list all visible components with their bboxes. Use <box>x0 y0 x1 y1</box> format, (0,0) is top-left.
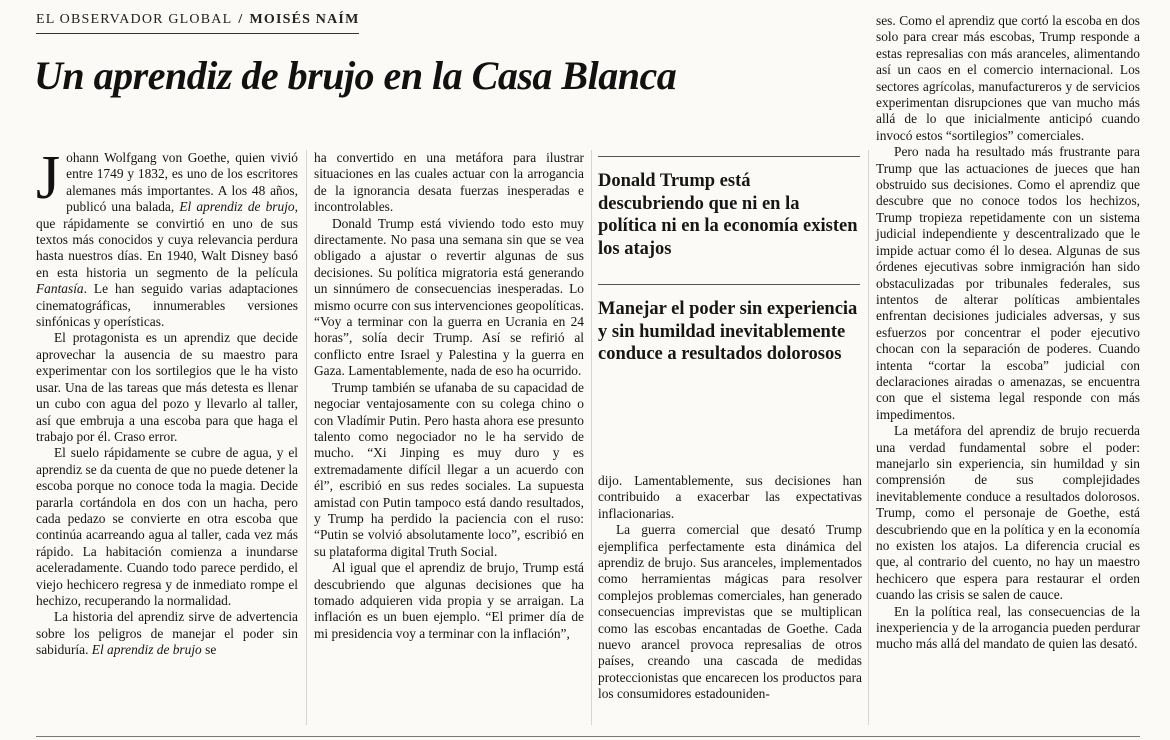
kicker-separator: / <box>238 12 244 27</box>
section-kicker <box>36 12 359 34</box>
body-paragraph: En la política real, las consecuencias de la inexperiencia y de la arrogancia pueden perdurar mucho más allá del mandato de quien las desató. <box>876 603 1140 652</box>
body-paragraph: Donald Trump está viviendo todo esto muy directamente. No pasa una semana sin que se vea obligado a ajustar o revertir algunas de sus decisiones. Su política migratoria está generando un sinnúmero de consecuencias inesperadas. Lo mismo ocurre con sus intervenciones geopolíticas. “Voy a terminar con la guerra en Ucrania en 24 horas”, solía decir Trump. Así se refirió al conflicto entre Israel y Palestina y la guerra en Gaza. Lamentablemente, nada de eso ha ocurrido. <box>314 215 584 379</box>
article-headline: Un aprendiz de brujo en la Casa Blanca <box>34 53 677 98</box>
body-paragraph: Al igual que el aprendiz de brujo, Trump está descubriendo que algunas decisiones que ha tomado adquieren vida propia y se arraigan. La inflación es un buen ejemplo. “El primer día de mi presidencia voy a terminar con la inflación”, <box>314 560 584 641</box>
pull-quote-rule <box>598 284 860 285</box>
section-name: EL OBSERVADOR GLOBAL <box>36 12 233 27</box>
work-title: El aprendiz de brujo <box>179 199 295 215</box>
work-title: El aprendiz de brujo <box>91 642 202 658</box>
column-divider <box>306 150 307 725</box>
body-paragraph: La metáfora del aprendiz de brujo recuerda una verdad fundamental sobre el poder: manejarlo sin experiencia, sin humildad y sin comprensión de sus complejidades inevitablemente conduce a resultados dolorosos. Trump, como el personaje de Goethe, está descubriendo que en la política y en la economía no existen los atajos. La diferencia crucial es que, al contrario del cuento, no hay un maestro hechicero que espera para restaurar el orden cuando las crisis se salen de cauce. <box>876 423 1140 603</box>
column-divider <box>868 150 869 725</box>
drop-cap: J <box>36 144 61 212</box>
body-paragraph: Trump también se ufanaba de su capacidad de negociar ventajosamente con su colega chino o con Vladímir Putin. Pero hasta ahora ese presunto talento como negociador no le ha servido de mucho. “Xi Jinping es muy duro y es extremadamente difícil llegar a un acuerdo con él”, escribió en sus redes sociales. La supuesta amistad con Putin tampoco está dando resultados, y Trump ha perdido la paciencia con el ruso: “Putin se volvió absolutamente loco”, escribió en su plataforma digital Truth Social. <box>314 379 584 559</box>
body-text: La historia del aprendiz sirve de advertencia sobre los peligros de manejar el poder sin sabiduría. <box>36 609 298 658</box>
body-text: , que rápidamente se convirtió en uno de sus textos más conocidos y cuya relevancia perdura hasta nuestros días. En 1940, Walt Disney basó en esta historia un segmento de la película <box>36 199 298 280</box>
bottom-rule <box>36 736 1140 737</box>
body-paragraph <box>36 609 298 658</box>
body-paragraph: El suelo rápidamente se cubre de agua, y el aprendiz se da cuenta de que no puede detener la escoba porque no conoce toda la magia. Decide pararla cortándola en dos con un hacha, pero cada pedazo se convierte en otra escoba que continúa acarreando agua al taller, cada vez más rápido. La habitación comienza a inundarse aceleradamente. Cuando todo parece perdido, el viejo hechicero regresa y de inmediato rompe el hechizo, recuperando la normalidad. <box>36 445 298 608</box>
body-paragraph: El protagonista es un aprendiz que decide aprovechar la ausencia de su maestro para experimentar con los sortilegios que le ha visto usar. Una de las tareas que más detesta es llenar un cubo con agua del pozo y llevarlo al taller, así que embruja a una escoba para que haga el trabajo por él. Craso error. <box>36 330 298 444</box>
body-paragraph <box>36 144 298 330</box>
body-column-4 <box>876 13 1140 653</box>
column-divider <box>591 150 592 725</box>
body-text: ohann Wolfgang von Goethe, quien vivió entre 1749 y 1832, es uno de los escritores alemanes más importantes. A los 48 años, publicó una balada, <box>66 150 298 215</box>
body-column-1 <box>36 144 298 659</box>
body-text: . Le han seguido varias adaptaciones cinematográficas, innumerables versiones sinfónicas y operísticas. <box>36 281 298 330</box>
body-paragraph: ha convertido en una metáfora para ilustrar situaciones en las cuales actuar con la arrogancia de la ignorancia desata fuerzas inesperadas e incontrolables. <box>314 150 584 215</box>
body-text: se <box>201 642 217 658</box>
pull-quote-rule <box>598 156 860 157</box>
body-paragraph: La guerra comercial que desató Trump ejemplifica perfectamente esta dinámica del aprendiz de brujo. Sus aranceles, implementados como herramientas mágicas para resolver complejos problemas comerciales, han generado consecuencias imprevistas que se multiplican como las escobas encantadas de Goethe. Cada nuevo arancel provoca represalias de otros países, creando una cascada de medidas proteccionistas que encarecen los productos para los consumidores estadouniden- <box>598 522 862 702</box>
film-title: Fantasía <box>36 281 84 297</box>
pull-quote: Manejar el poder sin experiencia y sin humildad inevitablemente conduce a resultados dolorosos <box>598 299 858 364</box>
body-column-2 <box>314 150 584 642</box>
pull-quote: Donald Trump está descubriendo que ni en la política ni en la economía existen los atajos <box>598 171 858 259</box>
author-name: MOISÉS NAÍM <box>249 12 360 27</box>
body-paragraph: dijo. Lamentablemente, sus decisiones han contribuido a exacerbar las expectativas inflacionarias. <box>598 473 862 521</box>
body-paragraph: ses. Como el aprendiz que cortó la escoba en dos solo para crear más escobas, Trump responde a estas represalias con más aranceles, alimentando así un caos en el comercio internacional. Los sectores agrícolas, manufactureros y de servicios experimentan disrupciones que van mucho más allá de lo que inicialmente anticipó cuando invocó estos “sortilegios” comerciales. <box>876 13 1140 143</box>
body-column-3 <box>598 473 862 703</box>
body-paragraph: Pero nada ha resultado más frustrante para Trump que las actuaciones de jueces que han obstruido sus decisiones. Como el aprendiz que descubre que no conoce todos los hechizos, Trump tropieza repetidamente con un sistema judicial independiente y descentralizado que le impide actuar como él lo desea. Algunas de sus órdenes ejecutivas sobre inmigración han sido obstaculizadas por tribunales federales, sus intentos de alterar políticas ambientales enfrentan decisiones judiciales adversas, y sus esfuerzos por concentrar el poder ejecutivo chocan con la separación de poderes. Cuando intenta “cortar la escoba” judicial con declaraciones airadas o amenazas, se encuentra con que el sistema legal responde con más impedimentos. <box>876 144 1140 422</box>
